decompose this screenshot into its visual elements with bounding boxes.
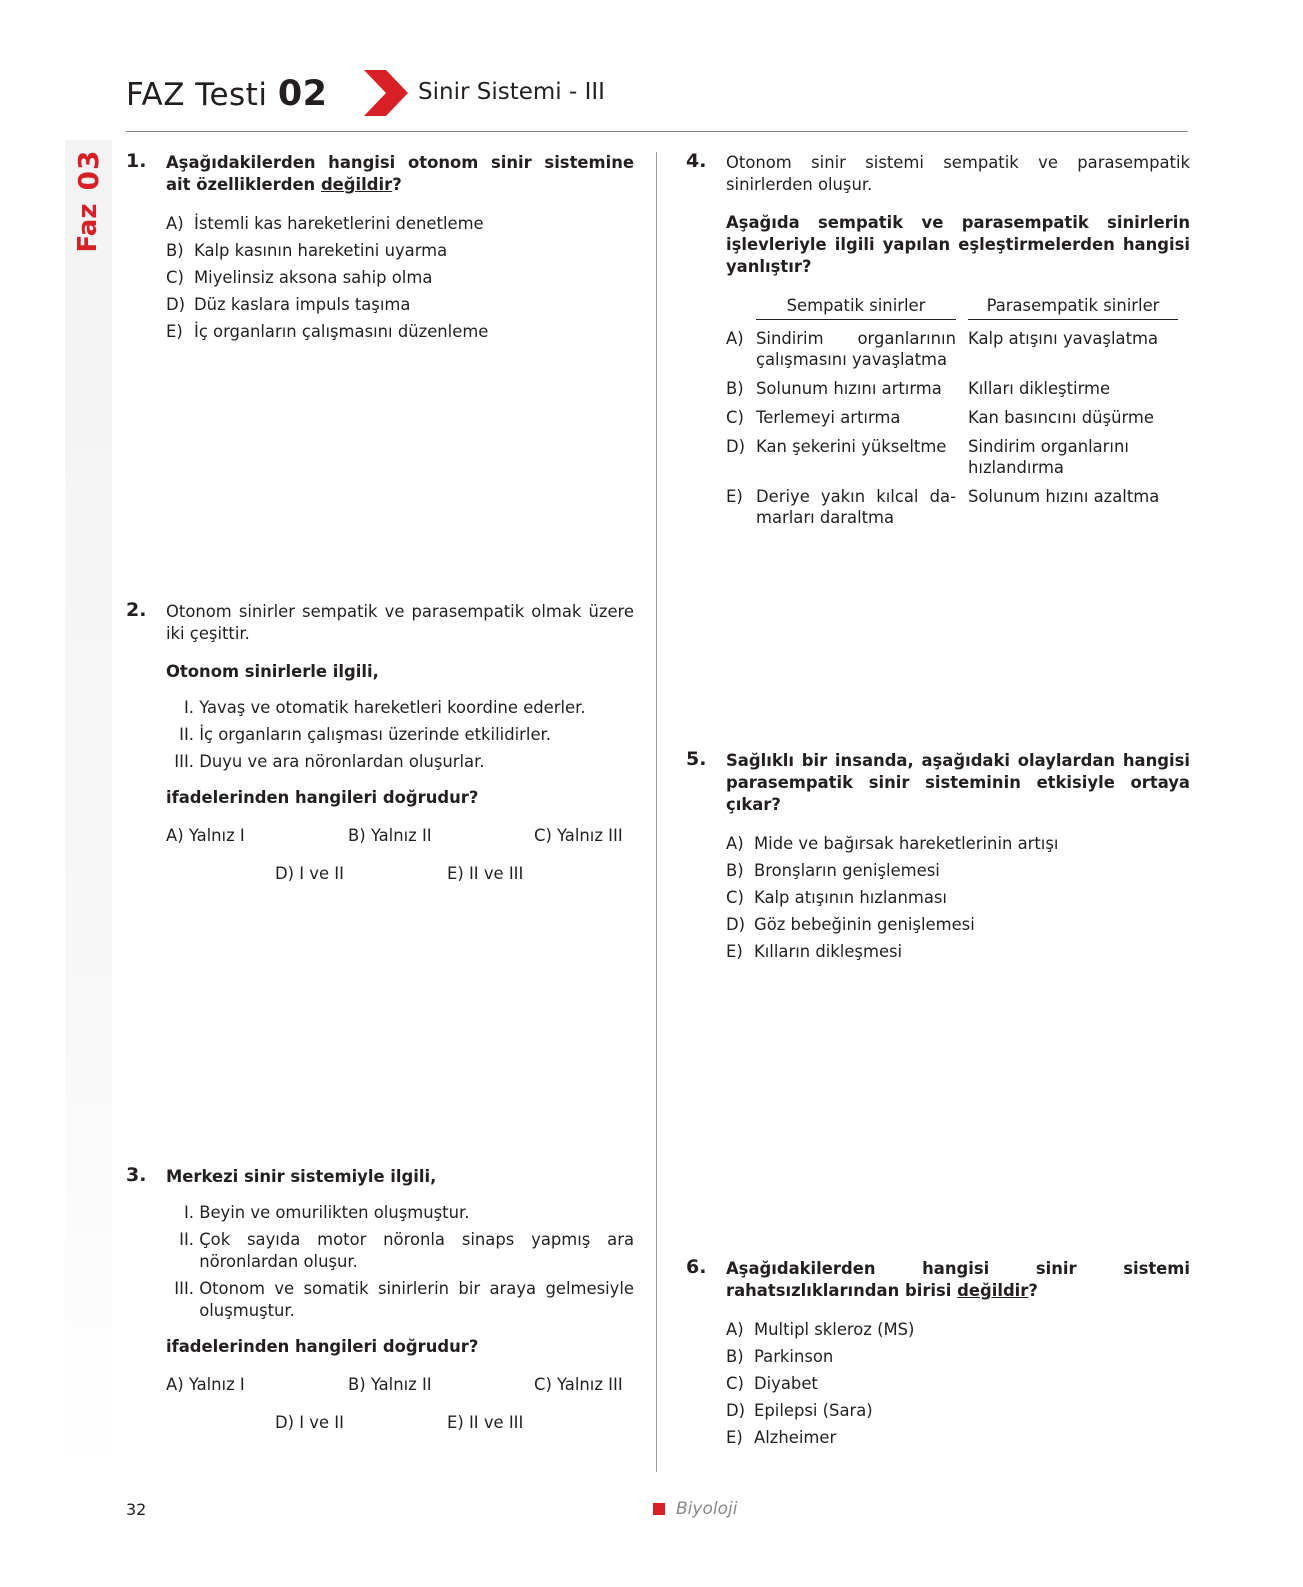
option-d[interactable]: D) Düz kaslara impuls taşıma [166, 295, 411, 314]
statement: III. Otonom ve somatik sinirlerin bir araya gelmesiyle oluşmuştur. [174, 1279, 634, 1320]
question-2 [126, 601, 634, 895]
question-intro: Otonom sinir sistemi sempatik ve parasempatik sinirlerden oluşur. [726, 153, 1190, 194]
option-e[interactable]: E) Deriye yakın kılcal damarları daraltma Solunum hızını azaltma [726, 487, 1160, 527]
option-d[interactable]: D) I ve II [275, 1413, 344, 1432]
column-divider [656, 152, 657, 1472]
test-number: 02 [277, 74, 328, 114]
question-number: 4. [686, 150, 707, 172]
statement-list [166, 697, 634, 773]
test-subtitle: Sinir Sistemi - III [418, 79, 605, 105]
statement: II. İç organların çalışması üzerinde etkilidirler. [179, 725, 551, 744]
chapter-tab [70, 150, 106, 260]
question-intro: Otonom sinirler sempatik ve parasempatik olmak üzere iki çeşittir. [166, 602, 634, 643]
question-lead: Merkezi sinir sistemiyle ilgili, [166, 1167, 437, 1186]
answer-options [166, 825, 634, 895]
statement-list [166, 1202, 634, 1322]
option-e[interactable]: E) II ve III [447, 864, 524, 883]
question-number: 2. [126, 599, 147, 621]
chapter-label: Faz [73, 203, 103, 253]
question-ask: ifadelerinden hangileri doğrudur? [166, 788, 479, 807]
question-ask: Aşağıda sempatik ve parasempatik sinirlerin işlevleriyle ilgili yapılan eşleştirmelerden hangisi yanlıştır? [726, 213, 1190, 276]
answer-options [166, 1374, 634, 1444]
option-c[interactable]: C) Kalp atışının hızlanması [726, 888, 947, 907]
statement: II. Çok sayıda motor nöronla sinaps yapmış ara nöronlardan oluşur. [179, 1230, 634, 1271]
subject-label: Biyoloji [676, 1499, 738, 1519]
option-a[interactable]: A) Yalnız I [166, 1375, 245, 1394]
matching-table [726, 294, 1190, 528]
option-d[interactable]: D) Kan şekerini yükseltme Sindirim organlarını hızlandırma [726, 437, 1129, 477]
question-stem: Aşağıdakilerden hangisi sinir sistemi rahatsızlıklarından birisi değildir? [726, 1259, 1190, 1300]
option-a[interactable]: A) Mide ve bağırsak hareketlerinin artışı [726, 834, 1059, 853]
question-number: 3. [126, 1164, 147, 1186]
statement: III. Duyu ve ara nöronlardan oluşurlar. [174, 752, 485, 771]
question-6 [686, 1258, 1190, 1451]
question-4 [686, 152, 1190, 528]
question-stem: Aşağıdakilerden hangisi otonom sinir sistemine ait özelliklerden değildir? [166, 153, 634, 194]
option-d[interactable]: D) Epilepsi (Sara) [726, 1401, 873, 1420]
option-a[interactable]: A) İstemli kas hareketlerini denetleme [166, 214, 484, 233]
chevron-right-icon [364, 70, 408, 116]
question-number: 5. [686, 748, 707, 770]
option-a[interactable]: A) Multipl skleroz (MS) [726, 1320, 915, 1339]
option-c[interactable]: C) Diyabet [726, 1374, 818, 1393]
question-number: 6. [686, 1256, 707, 1278]
side-band [65, 140, 112, 1480]
option-b[interactable]: B) Kalp kasının hareketini uyarma [166, 241, 448, 260]
question-stem: Sağlıklı bir insanda, aşağıdaki olaylardan hangisi parasempatik sinir sisteminin etkisiyle ortaya çıkar? [726, 751, 1190, 814]
question-ask: ifadelerinden hangileri doğrudur? [166, 1337, 479, 1356]
option-e[interactable]: E) II ve III [447, 1413, 524, 1432]
answer-options [726, 1316, 1190, 1451]
option-d[interactable]: D) Göz bebeğinin genişlemesi [726, 915, 975, 934]
question-number: 1. [126, 150, 147, 172]
option-c[interactable]: C) Miyelinsiz aksona sahip olma [166, 268, 433, 287]
option-d[interactable]: D) I ve II [275, 864, 344, 883]
chapter-number: 03 [71, 149, 105, 191]
option-e[interactable]: E) İç organların çalışmasını düzenleme [166, 322, 489, 341]
answer-options [166, 210, 634, 345]
option-e[interactable]: E) Alzheimer [726, 1428, 837, 1447]
question-1 [126, 152, 634, 345]
column-header-sympathetic: Sempatik sinirler [756, 294, 956, 320]
statement: I. Yavaş ve otomatik hareketleri koordine ederler. [183, 698, 586, 717]
option-b[interactable]: B) Bronşların genişlemesi [726, 861, 940, 880]
option-e[interactable]: E) Kılların dikleşmesi [726, 942, 903, 961]
option-b[interactable]: B) Parkinson [726, 1347, 834, 1366]
option-a[interactable]: A) Sindirim organlarının çalışmasını yavaşlatma Kalp atışını yavaşlatma [726, 329, 1159, 369]
option-b[interactable]: B) Yalnız II [348, 1375, 432, 1394]
test-title: FAZ Testi 02 [126, 74, 328, 114]
square-bullet-icon [653, 1503, 665, 1515]
header-divider [126, 131, 1188, 132]
question-5 [686, 750, 1190, 965]
option-c[interactable]: C) Yalnız III [534, 1375, 623, 1394]
page-number: 32 [126, 1500, 147, 1519]
question-3 [126, 1166, 634, 1444]
column-header-parasympathetic: Parasempatik sinirler [968, 294, 1178, 320]
option-b[interactable]: B) Yalnız II [348, 826, 432, 845]
page-header [126, 70, 1186, 120]
statement: I. Beyin ve omurilikten oluşmuştur. [183, 1203, 470, 1222]
answer-options [726, 830, 1190, 965]
option-c[interactable]: C) Terlemeyi artırma Kan basıncını düşürme [726, 408, 1154, 427]
option-b[interactable]: B) Solunum hızını artırma Kılları dikleştirme [726, 379, 1111, 398]
option-a[interactable]: A) Yalnız I [166, 826, 245, 845]
option-c[interactable]: C) Yalnız III [534, 826, 623, 845]
table-header [726, 294, 1190, 320]
question-lead: Otonom sinirlerle ilgili, [166, 662, 379, 681]
